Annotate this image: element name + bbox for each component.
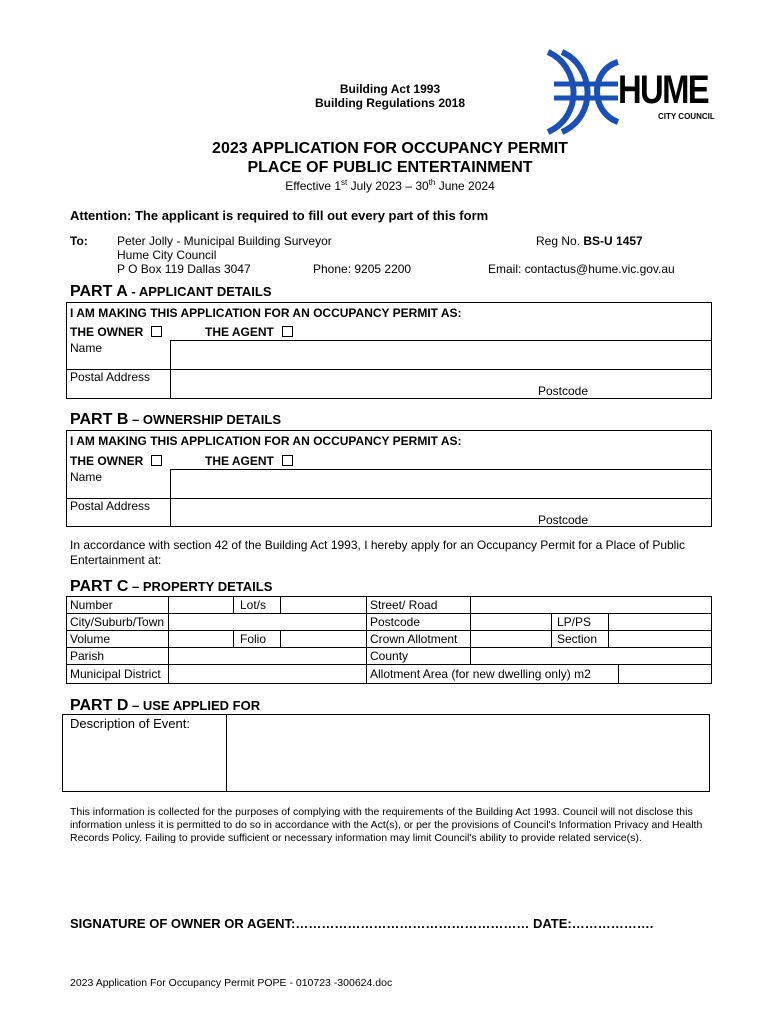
county-label: County: [370, 649, 409, 663]
registration-number: Reg No. BS-U 1457: [536, 234, 643, 248]
postcode-label: Postcode: [370, 615, 421, 629]
privacy-statement: This information is collected for the purposes of complying with the requirements of the Building Act 1993. Council will not disclose this information unless it is permitted to do so in accordance with the Act(s), or per the provisions of Council's Information Privacy and Health Records Policy. Failing to provide sufficient or necessary information may limit Council's ability to provide related service(s).: [70, 806, 703, 844]
volume-label: Volume: [70, 632, 111, 646]
agent-checkbox[interactable]: [282, 455, 293, 466]
part-a-owner-option[interactable]: THE OWNER: [70, 325, 162, 339]
accordance-text: In accordance with section 42 of the Building Act 1993, I hereby apply for an Occupancy Permit for a Place of Public Entertainment at:: [70, 538, 686, 567]
municipal-district-label: Municipal District: [70, 667, 161, 681]
owner-checkbox[interactable]: [151, 455, 162, 466]
effective-dates: Effective 1st July 2023 – 30th June 2024: [285, 178, 495, 193]
to-label: To:: [70, 234, 88, 248]
owner-checkbox[interactable]: [151, 326, 162, 337]
folio-label: Folio: [240, 632, 267, 646]
attention-line: Attention: The applicant is required to fill out every part of this form: [70, 208, 489, 223]
part-b-heading: PART B – OWNERSHIP DETAILS: [70, 411, 282, 428]
part-b-postal-field[interactable]: [171, 499, 712, 526]
signature-date-line[interactable]: SIGNATURE OF OWNER OR AGENT:……………………………………………… DATE:……………….: [70, 916, 654, 931]
hume-logo-mark-icon: [540, 46, 620, 136]
footer-filename: 2023 Application For Occupancy Permit POPE - 010723 -300624.doc: [70, 977, 393, 989]
regulations-line: Building Regulations 2018: [314, 96, 466, 110]
lpps-label: LP/PS: [557, 615, 592, 629]
logo-text: HUME: [618, 68, 709, 112]
allotment-area-label: Allotment Area (for new dwelling only) m2: [370, 667, 591, 681]
number-label: Number: [70, 598, 113, 612]
title-line-2: PLACE OF PUBLIC ENTERTAINMENT: [247, 159, 533, 176]
part-d-heading: PART D – USE APPLIED FOR: [70, 697, 261, 714]
to-line-3: P O Box 119 Dallas 3047: [117, 262, 251, 276]
title-line-1: 2023 APPLICATION FOR OCCUPANCY PERMIT: [212, 140, 568, 157]
description-of-event-field[interactable]: [227, 715, 709, 791]
part-b-agent-option[interactable]: THE AGENT: [205, 454, 293, 468]
part-a-name-field[interactable]: [171, 340, 712, 369]
part-b-postal-label: Postal Address: [70, 499, 151, 513]
parish-label: Parish: [70, 649, 105, 663]
part-a-making-as: I AM MAKING THIS APPLICATION FOR AN OCCUPANCY PERMIT AS:: [70, 306, 462, 320]
agent-checkbox[interactable]: [282, 326, 293, 337]
part-a-postal-label: Postal Address: [70, 370, 151, 384]
street-label: Street/ Road: [370, 598, 438, 612]
lots-label: Lot/s: [240, 598, 267, 612]
part-b-name-field[interactable]: [171, 469, 712, 498]
part-b-postcode-label: Postcode: [538, 513, 589, 527]
part-b-owner-option[interactable]: THE OWNER: [70, 454, 162, 468]
description-of-event-label: Description of Event:: [70, 716, 190, 731]
section-label: Section: [557, 632, 598, 646]
part-a-postcode-label: Postcode: [538, 384, 589, 398]
to-line-1: Peter Jolly - Municipal Building Surveyor: [117, 234, 332, 248]
phone-number: Phone: 9205 2200: [313, 262, 412, 276]
act-line: Building Act 1993: [339, 82, 441, 96]
crown-allotment-label: Crown Allotment: [370, 632, 458, 646]
to-line-2: Hume City Council: [117, 248, 217, 262]
hume-logo: [540, 46, 720, 136]
part-c-heading: PART C – PROPERTY DETAILS: [70, 578, 273, 595]
part-a-agent-option[interactable]: THE AGENT: [205, 325, 293, 339]
email-address: Email: contactus@hume.vic.gov.au: [488, 262, 675, 276]
part-a-postal-field[interactable]: [171, 370, 712, 398]
part-b-name-label: Name: [70, 470, 103, 484]
logo-subtext: CITY COUNCIL: [658, 112, 715, 121]
part-a-heading: PART A - APPLICANT DETAILS: [70, 283, 272, 300]
part-a-name-label: Name: [70, 341, 103, 355]
part-b-making-as: I AM MAKING THIS APPLICATION FOR AN OCCUPANCY PERMIT AS:: [70, 434, 462, 448]
suburb-label: City/Suburb/Town: [70, 615, 165, 629]
